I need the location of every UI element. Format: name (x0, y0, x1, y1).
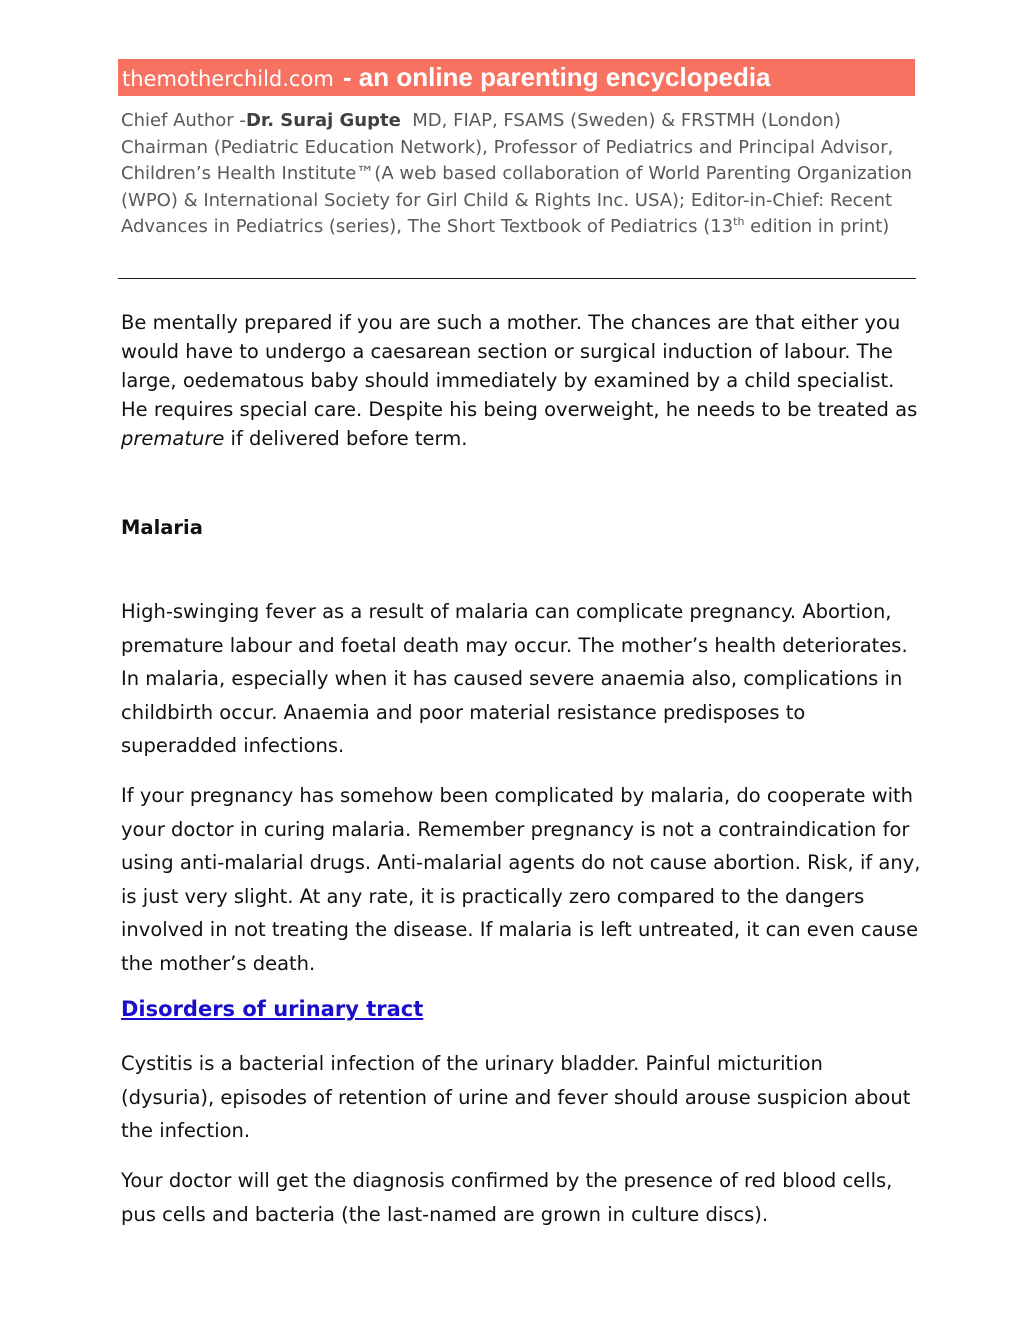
header-divider (118, 278, 916, 279)
intro-text: Be mentally prepared if you are such a mother. The chances are that either you would have to undergo a caesarean section or surgical induction of labour. The large, oedematous baby should immediately by examined by a child specialist. He requires special care. Despite his being overweight, he needs to be treated as (121, 311, 918, 421)
author-credentials: MD, FIAP, FSAMS (Sweden) & FRSTMH (London) Chairman (Pediatric Education Network), Professor of Pediatrics and Principal Advisor, Children’s Health Institute™(A web based collaboration of World Parenting Organization (WPO) & International Society for Girl Child & Rights Inc. USA); Editor-in-Chief: Recent Advances in Pediatrics (series), The Short Textbook of Pediatrics (13 (121, 110, 912, 237)
malaria-paragraph-1: High-swinging fever as a result of malaria can complicate pregnancy. Abortion, premature labour and foetal death may occur. The mother’s health deteriorates. In malaria, especially when it has caused severe anaemia also, complications in childbirth occur. Anaemia and poor material resistance predisposes to superadded infections. (121, 600, 908, 757)
site-name: themotherchild.com (122, 67, 334, 91)
intro-paragraph (121, 308, 921, 453)
intro-emphasis: premature (121, 427, 225, 450)
urinary-paragraph-1: Cystitis is a bacterial infection of the urinary bladder. Painful micturition (dysuria), episodes of retention of urine and fever should arouse suspicion about the infection. (121, 1052, 911, 1142)
intro-text-end: if delivered before term. (224, 427, 468, 450)
author-credits (121, 108, 921, 241)
site-header-bar (118, 59, 915, 96)
author-name: Dr. Suraj Gupte (245, 110, 401, 131)
malaria-heading: Malaria (121, 516, 203, 539)
author-prefix: Chief Author - (121, 110, 246, 131)
urinary-tract-link[interactable]: Disorders of urinary tract (121, 997, 424, 1021)
site-tagline: - an online parenting encyclopedia (342, 62, 771, 92)
edition-superscript: th (733, 215, 745, 228)
urinary-paragraph-2: Your doctor will get the diagnosis confirmed by the presence of red blood cells, pus cells and bacteria (the last-named are grown in culture discs). (121, 1169, 893, 1226)
malaria-paragraph-2: If your pregnancy has somehow been complicated by malaria, do cooperate with your doctor in curing malaria. Remember pregnancy is not a contraindication for using anti-malarial drugs. Anti-malarial agents do not cause abortion. Risk, if any, is just very slight. At any rate, it is practically zero compared to the dangers involved in not treating the disease. If malaria is left untreated, it can even cause the mother’s death. (121, 784, 921, 975)
edition-suffix: edition in print) (744, 216, 890, 237)
